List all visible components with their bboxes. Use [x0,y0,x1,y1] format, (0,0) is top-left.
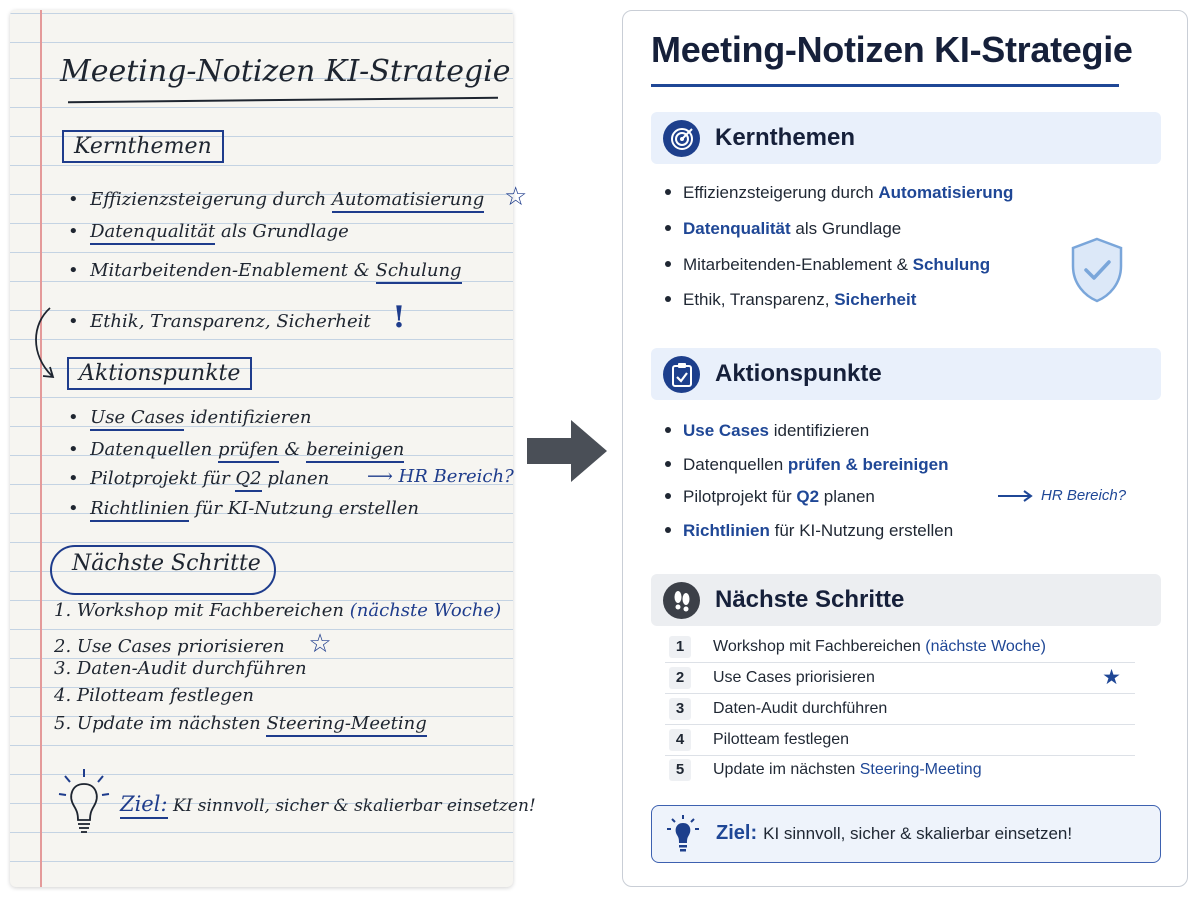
lightbulb-icon [666,814,700,854]
hw-side-note: ⟶ HR Bereich? [367,466,514,487]
exclamation-mark: ! [392,300,406,335]
title-underline [651,84,1119,87]
list-item: Ethik, Transparenz, Sicherheit [665,290,916,310]
hw-goal: Ziel: KI sinnvoll, sicher & skalierbar einsetzen! [120,792,536,816]
list-item: Pilotprojekt für Q2 planen [665,487,875,507]
digital-notes-card [622,10,1188,887]
hw-numbered-item: 3. Daten-Audit durchführen [54,658,307,679]
numbered-row: 4 Pilotteam festlegen [665,725,1135,756]
numbered-row: 5 Update im nächsten Steering-Meeting [665,755,1135,785]
list-item: Datenqualität als Grundlage [665,219,901,239]
numbered-row: 2 Use Cases priorisieren ★ [665,663,1135,694]
hw-list-item: • Pilotprojekt für Q2 planen [68,468,329,489]
handwritten-notes-page [10,10,536,887]
hw-title-underline [68,97,498,104]
star-icon: ★ [1102,666,1121,689]
footsteps-icon [663,582,700,619]
hw-list-item: • Richtlinien für KI-Nutzung erstellen [68,498,419,519]
hw-numbered-item: 4. Pilotteam festlegen [54,685,254,706]
goal-box [651,805,1161,863]
list-item: Effizienzsteigerung durch Automatisierung [665,183,1013,203]
list-item: Use Cases identifizieren [665,421,869,441]
lightbulb-icon [56,766,112,838]
hw-heading-naechste-schritte: Nächste Schritte [72,551,261,576]
goal-text: Ziel: KI sinnvoll, sicher & skalierbar einsetzen! [716,822,1073,844]
hw-title: Meeting-Notizen KI-Strategie [60,54,511,89]
section-header-naechste-schritte [651,574,1161,626]
curved-arrow-icon [26,302,66,384]
hw-list-item: • Ethik, Transparenz, Sicherheit ! [68,300,406,335]
target-icon [663,120,700,157]
hw-list-item: • Use Cases identifizieren [68,407,311,428]
section-header-aktionspunkte [651,348,1161,400]
hw-numbered-item: 5. Update im nächsten Steering-Meeting [54,713,427,734]
hw-list-item: • Effizienzsteigerung durch Automatisierung ☆ [68,182,528,212]
section-title: Aktionspunkte [715,360,882,387]
hw-numbered-item: 2. Use Cases priorisieren ☆ [54,629,332,659]
hw-list-item: • Datenqualität als Grundlage [68,221,349,242]
page-title: Meeting-Notizen KI-Strategie [651,29,1133,70]
section-title: Nächste Schritte [715,586,905,613]
hw-numbered-item: 1. Workshop mit Fachbereichen (nächste Woche) [54,600,502,621]
numbered-row: 3 Daten-Audit durchführen [665,694,1135,725]
numbered-row: 1 Workshop mit Fachbereichen (nächste Woche) [665,632,1135,663]
hw-heading-aktionspunkte: Aktionspunkte [67,357,252,390]
arrow-right-icon [997,490,1033,502]
section-header-kernthemen [651,112,1161,164]
list-item: Richtlinien für KI-Nutzung erstellen [665,521,953,541]
paper-margin-line [40,10,42,887]
star-icon: ☆ [308,629,332,659]
right-arrow-icon [527,418,609,484]
clipboard-check-icon [663,356,700,393]
list-item: Mitarbeitenden-Enablement & Schulung [665,255,990,275]
list-item: Datenquellen prüfen & bereinigen [665,455,949,475]
section-title: Kernthemen [715,124,856,151]
hw-list-item: • Datenquellen prüfen & bereinigen [68,439,404,460]
hw-heading-kernthemen: Kernthemen [62,130,224,163]
shield-check-icon [1069,236,1125,304]
hw-list-item: • Mitarbeitenden-Enablement & Schulung [68,260,462,281]
star-icon: ☆ [504,182,528,212]
side-note: HR Bereich? [997,487,1126,504]
